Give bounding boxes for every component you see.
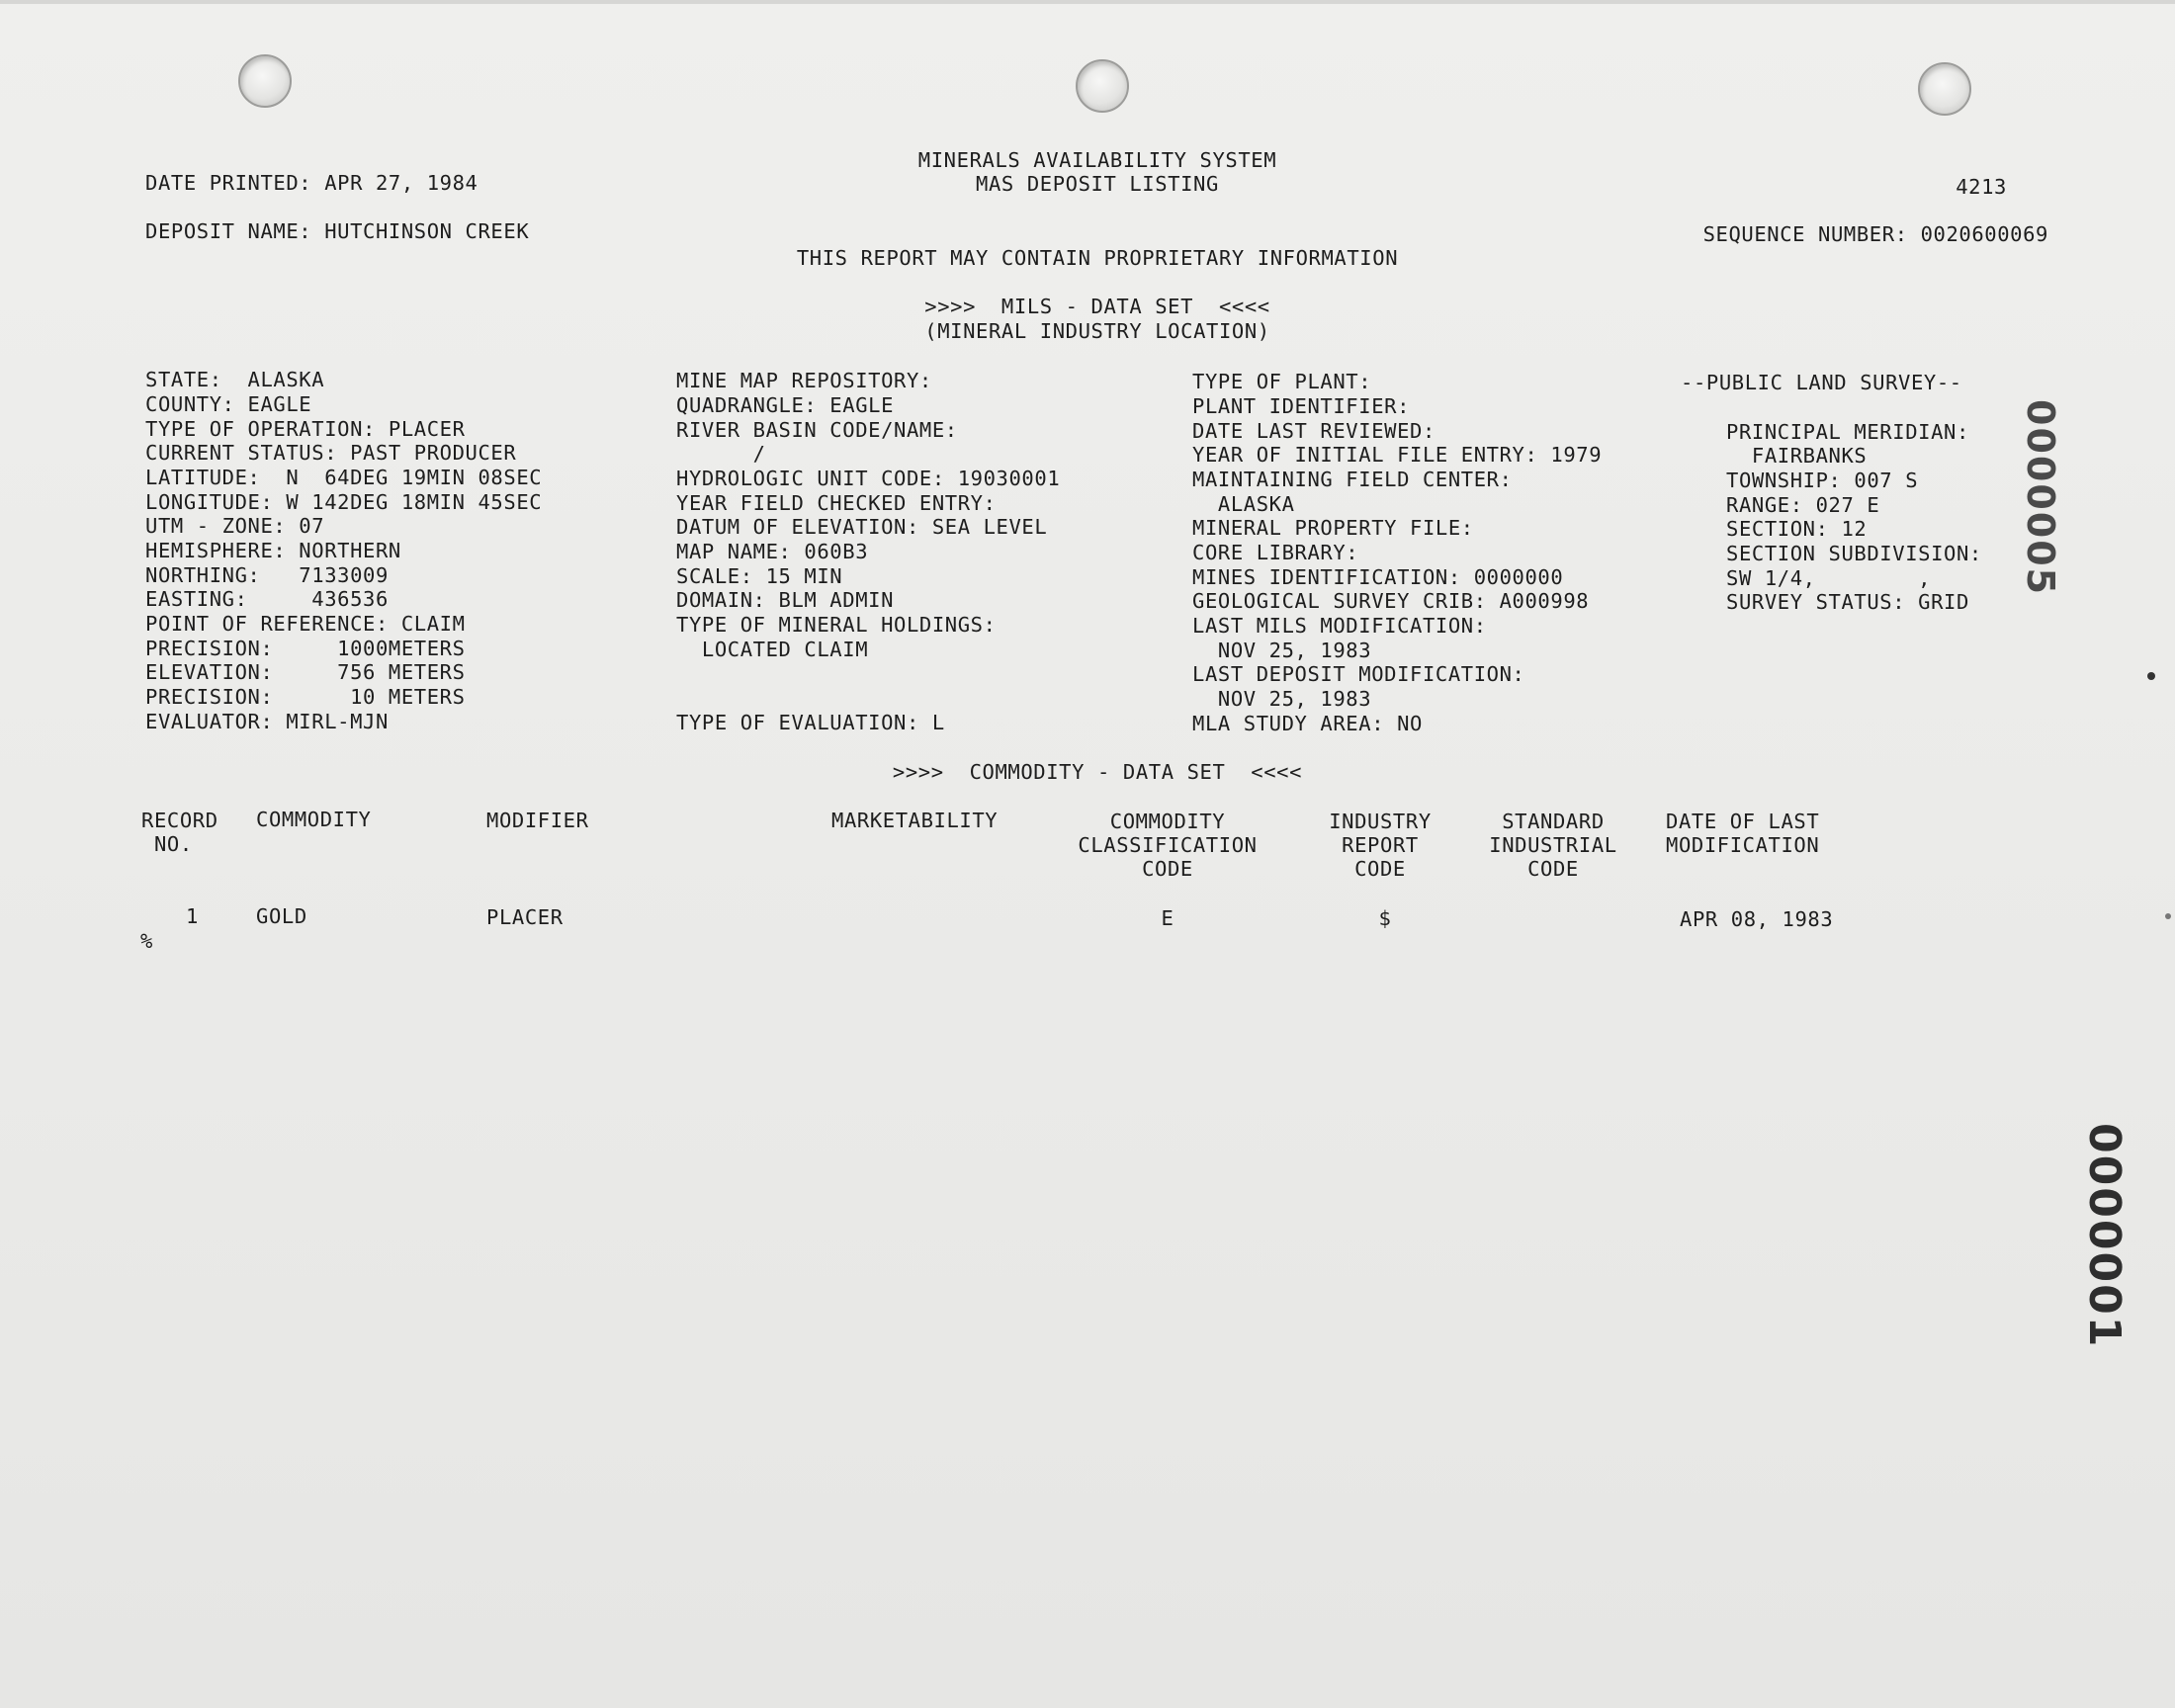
field-line: RANGE: 027 E: [1726, 493, 1880, 517]
field-line: ALASKA: [1192, 492, 1295, 516]
field-line: COUNTY: EAGLE: [145, 392, 312, 416]
listing-title: MAS DEPOSIT LISTING: [976, 172, 1219, 196]
header-modifier: MODIFIER: [486, 809, 589, 832]
proprietary-notice: THIS REPORT MAY CONTAIN PROPRIETARY INFORMATION: [796, 246, 1399, 270]
field-line: STATE: ALASKA: [145, 368, 325, 391]
field-line: TYPE OF PLANT:: [1192, 370, 1372, 393]
field-line: MINERAL PROPERTY FILE:: [1192, 516, 1474, 540]
field-line: NOV 25, 1983: [1192, 687, 1372, 711]
field-line: UTM - ZONE: 07: [145, 514, 325, 538]
field-line: LAST MILS MODIFICATION:: [1192, 614, 1487, 638]
header-date-last-modification: DATE OF LAST MODIFICATION: [1666, 810, 1820, 857]
header-commodity: COMMODITY: [256, 808, 372, 831]
field-line: TYPE OF MINERAL HOLDINGS:: [676, 613, 997, 637]
field-line: SCALE: 15 MIN: [676, 564, 843, 588]
punch-hole-center: [1076, 59, 1129, 113]
cell-date-last-modification: APR 08, 1983: [1680, 907, 1834, 931]
field-line: MLA STUDY AREA: NO: [1192, 712, 1423, 735]
field-line: HYDROLOGIC UNIT CODE: 19030001: [676, 467, 1061, 490]
field-line: MAP NAME: 060B3: [676, 540, 869, 563]
field-line: /: [676, 442, 766, 466]
field-line: TYPE OF EVALUATION: L: [676, 711, 945, 734]
deposit-name: DEPOSIT NAME: HUTCHINSON CREEK: [145, 219, 530, 243]
cell-modifier: PLACER: [486, 905, 564, 929]
field-line: YEAR OF INITIAL FILE ENTRY: 1979: [1192, 443, 1603, 467]
field-line: NORTHING: 7133009: [145, 563, 389, 587]
mils-subheading: (MINERAL INDUSTRY LOCATION): [924, 319, 1270, 343]
field-line: PRECISION: 10 METERS: [145, 685, 466, 709]
field-line: FAIRBANKS: [1726, 444, 1868, 468]
field-line: CURRENT STATUS: PAST PRODUCER: [145, 441, 517, 465]
field-line: PRECISION: 1000METERS: [145, 637, 466, 660]
date-printed: DATE PRINTED: APR 27, 1984: [145, 171, 478, 195]
field-line: QUADRANGLE: EAGLE: [676, 393, 895, 417]
field-line: PRINCIPAL MERIDIAN:: [1726, 420, 1969, 444]
field-line: TOWNSHIP: 007 S: [1726, 469, 1919, 492]
field-line: LAST DEPOSIT MODIFICATION:: [1192, 662, 1525, 686]
field-line: SW 1/4, ,: [1726, 566, 1932, 590]
field-line: DATE LAST REVIEWED:: [1192, 419, 1436, 443]
header-standard-industrial: STANDARD INDUSTRIAL CODE: [1489, 810, 1617, 881]
commodity-heading: >>>> COMMODITY - DATA SET <<<<: [892, 760, 1303, 784]
cell-industry-report: $: [1378, 906, 1392, 930]
field-line: TYPE OF OPERATION: PLACER: [145, 417, 466, 441]
cell-commodity: GOLD: [256, 904, 307, 928]
sequence-number: SEQUENCE NUMBER: 0020600069: [1702, 222, 2048, 246]
field-line: POINT OF REFERENCE: CLAIM: [145, 612, 466, 636]
speck-mark: [2147, 672, 2155, 680]
field-line: SECTION SUBDIVISION:: [1726, 542, 1982, 565]
field-line: GEOLOGICAL SURVEY CRIB: A000998: [1192, 589, 1590, 613]
page-top-edge: [0, 0, 2175, 4]
field-line: NOV 25, 1983: [1192, 639, 1372, 662]
header-record-no: RECORD NO.: [141, 809, 218, 856]
page-number: 4213: [1956, 175, 2007, 199]
field-line: SURVEY STATUS: GRID: [1726, 590, 1969, 614]
field-line: YEAR FIELD CHECKED ENTRY:: [676, 491, 997, 515]
margin-stamp-lower: 0000001: [2079, 1123, 2130, 1349]
end-mark: %: [140, 929, 153, 953]
field-line: LONGITUDE: W 142DEG 18MIN 45SEC: [145, 490, 543, 514]
cell-classification: E: [1161, 906, 1174, 930]
field-line: LOCATED CLAIM: [676, 638, 869, 661]
mils-heading: >>>> MILS - DATA SET <<<<: [924, 295, 1270, 318]
field-line: SECTION: 12: [1726, 517, 1868, 541]
field-line: MINE MAP REPOSITORY:: [676, 369, 932, 392]
header-industry-report: INDUSTRY REPORT CODE: [1329, 810, 1432, 881]
field-line: LATITUDE: N 64DEG 19MIN 08SEC: [145, 466, 543, 489]
field-line: RIVER BASIN CODE/NAME:: [676, 418, 958, 442]
speck-mark: [2165, 913, 2171, 919]
field-line: ELEVATION: 756 METERS: [145, 660, 466, 684]
field-line: DATUM OF ELEVATION: SEA LEVEL: [676, 515, 1048, 539]
field-line: DOMAIN: BLM ADMIN: [676, 588, 895, 612]
field-line: MINES IDENTIFICATION: 0000000: [1192, 565, 1564, 589]
header-marketability: MARKETABILITY: [831, 809, 999, 832]
field-line: PLANT IDENTIFIER:: [1192, 394, 1411, 418]
field-line: EVALUATOR: MIRL-MJN: [145, 710, 389, 733]
header-classification: COMMODITY CLASSIFICATION CODE: [1078, 810, 1258, 881]
margin-stamp-upper: 0000005: [2019, 399, 2062, 597]
punch-hole-left: [238, 54, 292, 108]
punch-hole-right: [1918, 62, 1971, 116]
field-line: HEMISPHERE: NORTHERN: [145, 539, 401, 562]
system-title: MINERALS AVAILABILITY SYSTEM: [917, 148, 1277, 172]
field-line: EASTING: 436536: [145, 587, 389, 611]
land-survey-heading: --PUBLIC LAND SURVEY--: [1681, 371, 1962, 394]
field-line: MAINTAINING FIELD CENTER:: [1192, 468, 1513, 491]
field-line: CORE LIBRARY:: [1192, 541, 1359, 564]
cell-record: 1: [186, 904, 199, 928]
